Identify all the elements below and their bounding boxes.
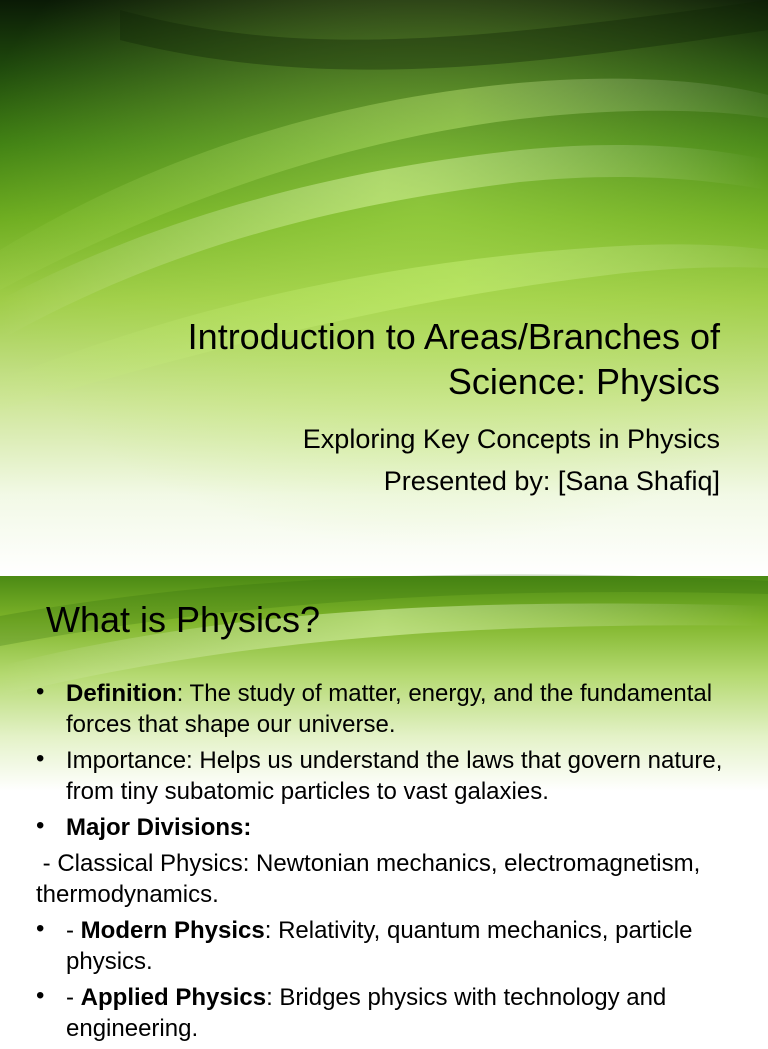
definition-label: Definition bbox=[66, 680, 177, 707]
importance-text: Importance: Helps us understand the laws that govern nature, from tiny subatomic particles to vast galaxies. bbox=[66, 747, 723, 805]
classical-physics-line bbox=[36, 848, 726, 910]
subtitle-line-1: Exploring Key Concepts in Physics bbox=[302, 424, 720, 454]
slide-subtitle bbox=[80, 418, 720, 502]
bullet-definition bbox=[36, 678, 726, 740]
applied-text: : Bridges physics with technology and engineering. bbox=[66, 984, 667, 1042]
content-slide bbox=[0, 576, 768, 1042]
subtitle-line-2: Presented by: [Sana Shafiq] bbox=[383, 466, 720, 496]
bullet-applied-physics bbox=[36, 982, 726, 1044]
applied-prefix: - bbox=[66, 984, 81, 1011]
modern-label: Modern Physics bbox=[80, 917, 265, 944]
bullet-importance bbox=[36, 745, 726, 807]
modern-text: : Relativity, quantum mechanics, particle physics. bbox=[66, 917, 693, 975]
major-divisions-label: Major Divisions: bbox=[66, 814, 252, 841]
slide-title bbox=[80, 314, 720, 404]
bullet-list bbox=[36, 678, 726, 1049]
bullet-major-divisions bbox=[36, 812, 726, 843]
title-line-1: Introduction to Areas/Branches of bbox=[187, 316, 720, 357]
bullet-modern-physics bbox=[36, 915, 726, 977]
definition-text: : The study of matter, energy, and the fundamental forces that shape our universe. bbox=[66, 680, 713, 738]
modern-prefix: - bbox=[66, 917, 81, 944]
title-line-2: Science: Physics bbox=[447, 361, 720, 402]
applied-label: Applied Physics bbox=[80, 984, 267, 1011]
slide-heading: What is Physics? bbox=[46, 599, 321, 640]
classical-text: - Classical Physics: Newtonian mechanics, electromagnetism, thermodynamics. bbox=[36, 850, 707, 908]
